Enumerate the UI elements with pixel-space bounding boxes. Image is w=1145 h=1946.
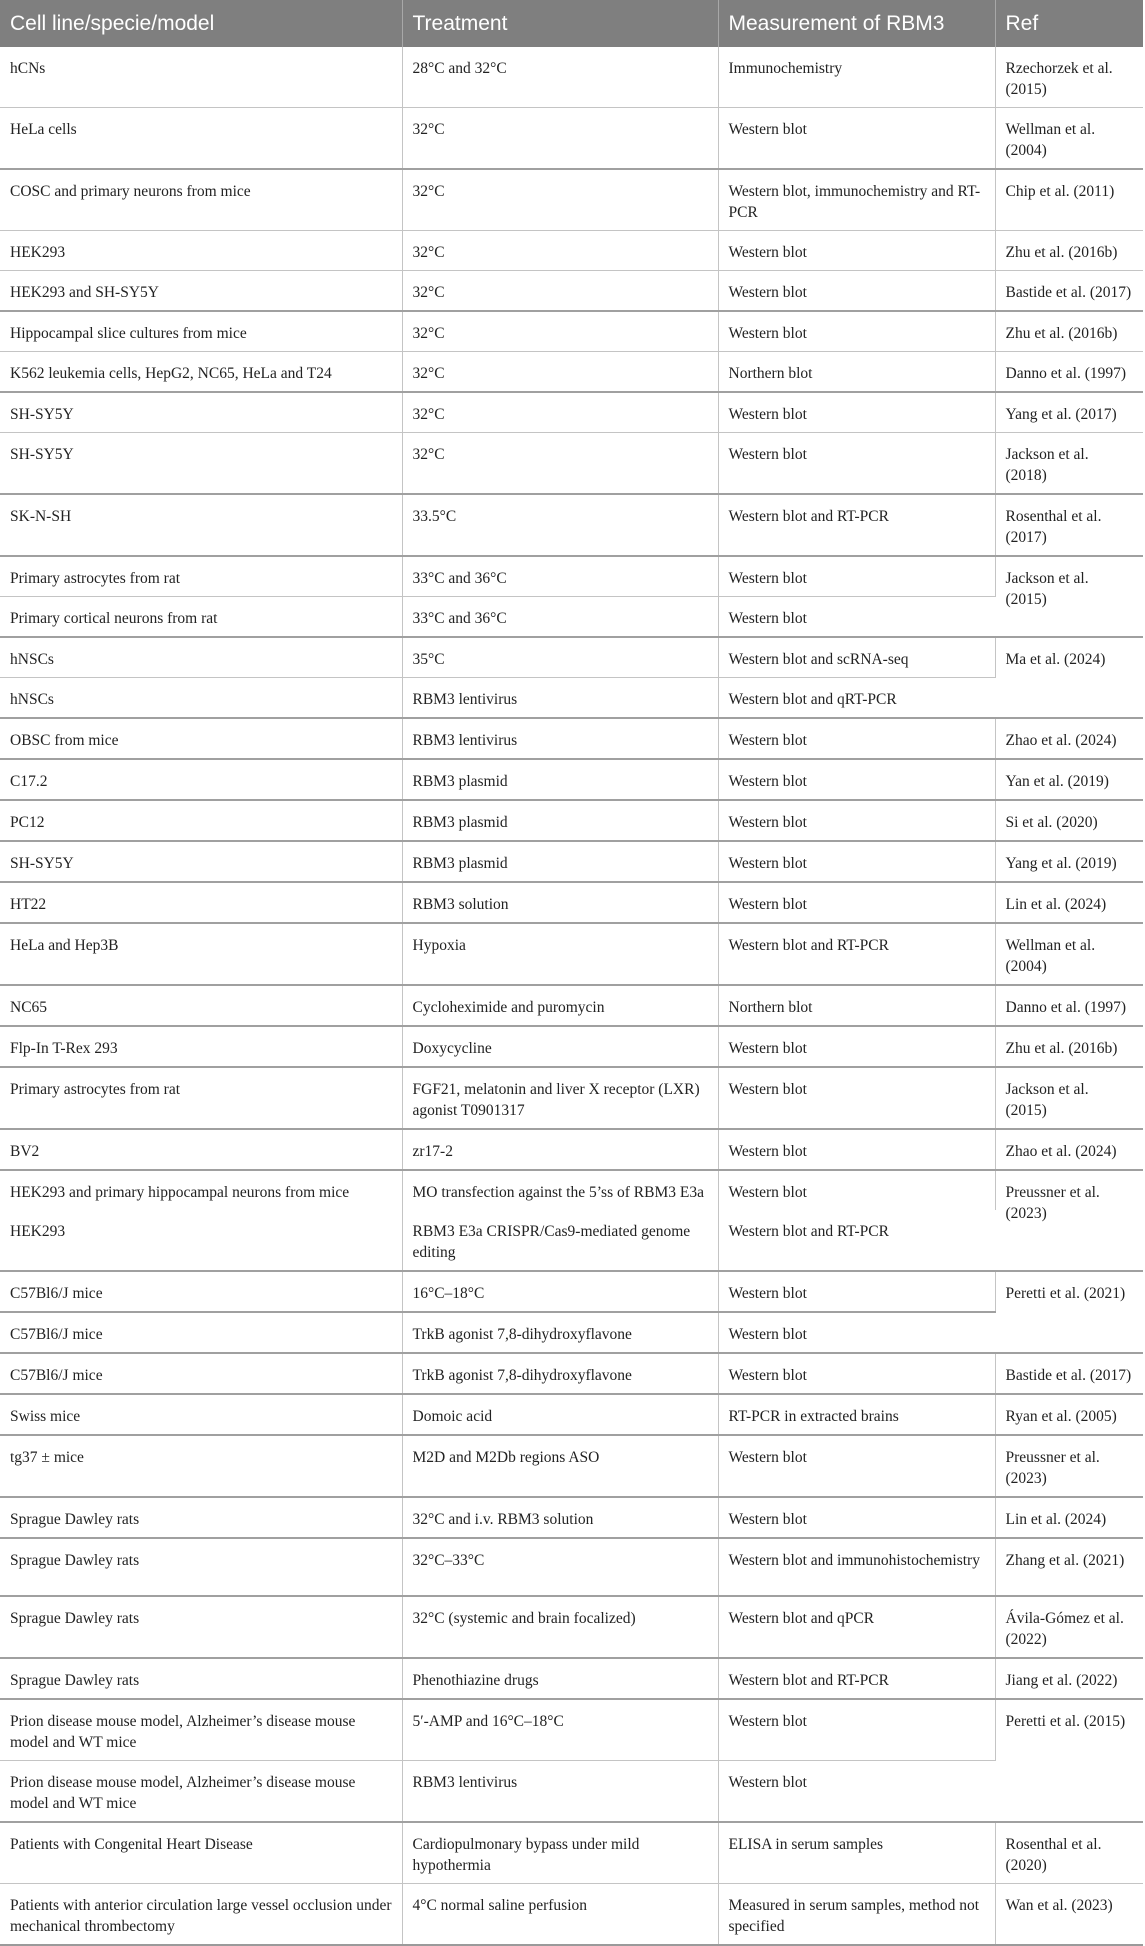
cell-ref: Jackson et al. (2015) [995,556,1143,637]
cell-treatment: Cycloheximide and puromycin [402,985,718,1026]
table-row [0,1538,1143,1596]
cell-treatment: RBM3 plasmid [402,841,718,882]
cell-measurement: Western blot [718,759,995,800]
table-row [0,1822,1143,1884]
cell-treatment: 32°C [402,392,718,433]
cell-measurement: Western blot and qRT-PCR [718,678,995,719]
cell-ref: Wellman et al. (2004) [995,923,1143,985]
table-row [0,1271,1143,1312]
cell-measurement: Western blot [718,231,995,271]
cell-model: Prion disease mouse model, Alzheimer’s disease mouse model and WT mice [0,1699,402,1761]
cell-treatment: TrkB agonist 7,8-dihydroxyflavone [402,1353,718,1394]
cell-ref: Wellman et al. (2004) [995,108,1143,170]
table-row [0,392,1143,433]
cell-ref: Preussner et al. (2023) [995,1170,1143,1271]
cell-treatment: 32°C–33°C [402,1538,718,1596]
cell-model: tg37 ± mice [0,1435,402,1497]
cell-ref: Yang et al. (2017) [995,392,1143,433]
header-row [0,0,1143,47]
cell-treatment: 28°C and 32°C [402,47,718,108]
cell-treatment: Doxycycline [402,1026,718,1067]
cell-model: HeLa and Hep3B [0,923,402,985]
cell-model: hCNs [0,47,402,108]
cell-model: Primary astrocytes from rat [0,1067,402,1129]
cell-treatment: 33°C and 36°C [402,597,718,638]
cell-model: Sprague Dawley rats [0,1497,402,1538]
cell-treatment: RBM3 lentivirus [402,718,718,759]
cell-measurement: Western blot [718,1129,995,1170]
cell-model: HeLa cells [0,108,402,170]
cell-model: C57Bl6/J mice [0,1312,402,1353]
table-row [0,108,1143,170]
cell-treatment: 5′-AMP and 16°C–18°C [402,1699,718,1761]
cell-model: K562 leukemia cells, HepG2, NC65, HeLa and T24 [0,352,402,393]
header-measurement: Measurement of RBM3 [718,0,995,47]
cell-measurement: Western blot and qPCR [718,1596,995,1658]
table-row [0,800,1143,841]
table-row [0,597,1143,638]
cell-model: hNSCs [0,637,402,678]
cell-model: Patients with Congenital Heart Disease [0,1822,402,1884]
cell-measurement: Western blot and RT-PCR [718,494,995,556]
cell-measurement: Western blot [718,800,995,841]
table-row [0,311,1143,352]
cell-measurement: Western blot [718,1497,995,1538]
table-row [0,271,1143,312]
cell-ref: Preussner et al. (2023) [995,1435,1143,1497]
table-row [0,637,1143,678]
cell-model: Swiss mice [0,1394,402,1435]
cell-measurement: Measured in serum samples, method not specified [718,1884,995,1946]
cell-model: OBSC from mice [0,718,402,759]
cell-measurement: Western blot [718,1026,995,1067]
cell-treatment: 32°C [402,231,718,271]
cell-ref: Ávila-Gómez et al. (2022) [995,1596,1143,1658]
table-row [0,985,1143,1026]
cell-model: SH-SY5Y [0,392,402,433]
cell-model: PC12 [0,800,402,841]
cell-treatment: RBM3 E3a CRISPR/Cas9-mediated genome editing [402,1210,718,1271]
cell-ref: Zhang et al. (2021) [995,1538,1143,1596]
table-row [0,1312,1143,1353]
cell-model: Primary astrocytes from rat [0,556,402,597]
cell-treatment: 35°C [402,637,718,678]
cell-measurement: ELISA in serum samples [718,1822,995,1884]
cell-ref: Zhu et al. (2016b) [995,1026,1143,1067]
table-row [0,556,1143,597]
cell-treatment: 32°C (systemic and brain focalized) [402,1596,718,1658]
cell-treatment: RBM3 lentivirus [402,1761,718,1823]
cell-treatment: FGF21, melatonin and liver X receptor (LXR) agonist T0901317 [402,1067,718,1129]
cell-treatment: RBM3 lentivirus [402,678,718,719]
cell-model: Flp-In T-Rex 293 [0,1026,402,1067]
cell-treatment: 32°C [402,352,718,393]
cell-treatment: TrkB agonist 7,8-dihydroxyflavone [402,1312,718,1353]
cell-model: C17.2 [0,759,402,800]
table-row [0,1658,1143,1699]
cell-ref: Chip et al. (2011) [995,169,1143,231]
cell-model: C57Bl6/J mice [0,1271,402,1312]
cell-treatment: 32°C [402,108,718,170]
cell-measurement: Western blot [718,1435,995,1497]
cell-model: Primary cortical neurons from rat [0,597,402,638]
cell-measurement: Western blot [718,1170,995,1210]
cell-ref: Bastide et al. (2017) [995,1353,1143,1394]
cell-ref: Zhao et al. (2024) [995,1129,1143,1170]
cell-treatment: MO transfection against the 5’ss of RBM3 E3a [402,1170,718,1210]
cell-ref: Peretti et al. (2015) [995,1699,1143,1822]
cell-model: Sprague Dawley rats [0,1658,402,1699]
cell-model: SK-N-SH [0,494,402,556]
cell-measurement: Western blot [718,1067,995,1129]
cell-model: HEK293 [0,1210,402,1271]
cell-treatment: RBM3 solution [402,882,718,923]
cell-measurement: Northern blot [718,352,995,393]
cell-treatment: 32°C [402,433,718,495]
table-row [0,494,1143,556]
cell-measurement: Western blot [718,718,995,759]
cell-treatment: 33°C and 36°C [402,556,718,597]
table-row [0,678,1143,719]
table-row [0,433,1143,495]
cell-treatment: 32°C [402,271,718,312]
cell-treatment: 16°C–18°C [402,1271,718,1312]
cell-ref: Zhu et al. (2016b) [995,311,1143,352]
cell-treatment: 33.5°C [402,494,718,556]
cell-treatment: 32°C [402,311,718,352]
cell-ref: Peretti et al. (2021) [995,1271,1143,1353]
cell-model: Sprague Dawley rats [0,1538,402,1596]
table-row [0,1353,1143,1394]
cell-model: HT22 [0,882,402,923]
cell-measurement: Western blot, immunochemistry and RT- PCR [718,169,995,231]
cell-model: Sprague Dawley rats [0,1596,402,1658]
cell-model: Prion disease mouse model, Alzheimer’s disease mouse model and WT mice [0,1761,402,1823]
cell-ref: Danno et al. (1997) [995,985,1143,1026]
cell-model: SH-SY5Y [0,841,402,882]
cell-measurement: Western blot [718,108,995,170]
table-row [0,352,1143,393]
cell-ref: Rosenthal et al. (2017) [995,494,1143,556]
cell-measurement: Western blot [718,1353,995,1394]
table-row [0,923,1143,985]
cell-measurement: Western blot [718,433,995,495]
cell-measurement: Western blot [718,1271,995,1312]
table-row [0,1394,1143,1435]
cell-ref: Ryan et al. (2005) [995,1394,1143,1435]
cell-treatment: Hypoxia [402,923,718,985]
table-row [0,1067,1143,1129]
cell-ref: Wan et al. (2023) [1005,1897,1113,1914]
table-row [0,169,1143,231]
cell-measurement: Western blot [718,311,995,352]
header-cell-line: Cell line/specie/model [0,0,402,47]
table-body [0,47,1143,1945]
table-row [0,1596,1143,1658]
cell-measurement: Western blot [718,556,995,597]
cell-measurement: Western blot [718,597,995,638]
cell-ref: Yan et al. (2019) [995,759,1143,800]
cell-model: Hippocampal slice cultures from mice [0,311,402,352]
cell-model: HEK293 and primary hippocampal neurons from mice [0,1170,402,1210]
header-ref: Ref [995,0,1143,47]
cell-ref: Rosenthal et al. (2020) [995,1822,1143,1884]
cell-measurement: Northern blot [718,985,995,1026]
table-row [0,1026,1143,1067]
cell-ref: Ma et al. (2024) [995,637,1143,718]
cell-ref: Danno et al. (1997) [995,352,1143,393]
cell-ref: Yang et al. (2019) [995,841,1143,882]
table-header [0,0,1143,47]
cell-measurement: Western blot [718,1761,995,1823]
cell-ref: Jackson et al. (2018) [995,433,1143,495]
cell-model: NC65 [0,985,402,1026]
cell-treatment: zr17-2 [402,1129,718,1170]
table-row [0,1761,1143,1823]
cell-measurement: Western blot [718,841,995,882]
cell-measurement: Western blot and scRNA-seq [718,637,995,678]
table-row [0,47,1143,108]
cell-ref: Jackson et al. (2015) [995,1067,1143,1129]
cell-model: Patients with anterior circulation large vessel occlusion under mechanical thrombectomy [0,1884,402,1946]
cell-model: COSC and primary neurons from mice [0,169,402,231]
table-row [0,1129,1143,1170]
cell-treatment: 32°C and i.v. RBM3 solution [402,1497,718,1538]
table-row [0,1435,1143,1497]
cell-measurement: Western blot [718,882,995,923]
cell-treatment: RBM3 plasmid [402,800,718,841]
cell-measurement: Western blot [718,392,995,433]
cell-measurement: RT-PCR in extracted brains [718,1394,995,1435]
cell-ref: Rzechorzek et al. (2015) [995,47,1143,108]
cell-ref: Bastide et al. (2017) [995,271,1143,312]
cell-model: HEK293 [0,231,402,271]
cell-measurement: Western blot [718,271,995,312]
cell-measurement: Immunochemistry [718,47,995,108]
cell-ref: Zhu et al. (2016b) [995,231,1143,271]
cell-treatment: 4°C normal saline perfusion [402,1884,718,1946]
table-row [0,882,1143,923]
cell-ref: Si et al. (2020) [995,800,1143,841]
cell-treatment: M2D and M2Db regions ASO [402,1435,718,1497]
table-row [0,1170,1143,1210]
table-row [0,841,1143,882]
cell-measurement: Western blot and immunohistochemistry [718,1538,995,1596]
cell-model: SH-SY5Y [0,433,402,495]
cell-measurement: Western blot and RT-PCR [718,1658,995,1699]
cell-treatment: Phenothiazine drugs [402,1658,718,1699]
cell-measurement: Western blot [718,1699,995,1761]
table-row [0,231,1143,271]
cell-model: HEK293 and SH-SY5Y [0,271,402,312]
table-row [0,1884,1143,1946]
cell-measurement: Western blot [718,1312,995,1353]
table-row [0,1699,1143,1761]
cell-treatment: Cardiopulmonary bypass under mild hypothermia [402,1822,718,1884]
cell-ref: Lin et al. (2024) [995,1497,1143,1538]
cell-measurement: Western blot and RT-PCR [718,1210,995,1271]
cell-model: hNSCs [0,678,402,719]
cell-model: BV2 [0,1129,402,1170]
table-row [0,759,1143,800]
cell-model: C57Bl6/J mice [0,1353,402,1394]
table-row [0,1210,1143,1271]
table-row [0,718,1143,759]
header-treatment: Treatment [402,0,718,47]
cell-measurement: Western blot and RT-PCR [718,923,995,985]
table-row [0,1497,1143,1538]
cell-ref: Lin et al. (2024) [995,882,1143,923]
cell-ref: Zhao et al. (2024) [995,718,1143,759]
cell-ref: Jiang et al. (2022) [995,1658,1143,1699]
cell-treatment: RBM3 plasmid [402,759,718,800]
cell-treatment: 32°C [402,169,718,231]
cell-treatment: Domoic acid [402,1394,718,1435]
